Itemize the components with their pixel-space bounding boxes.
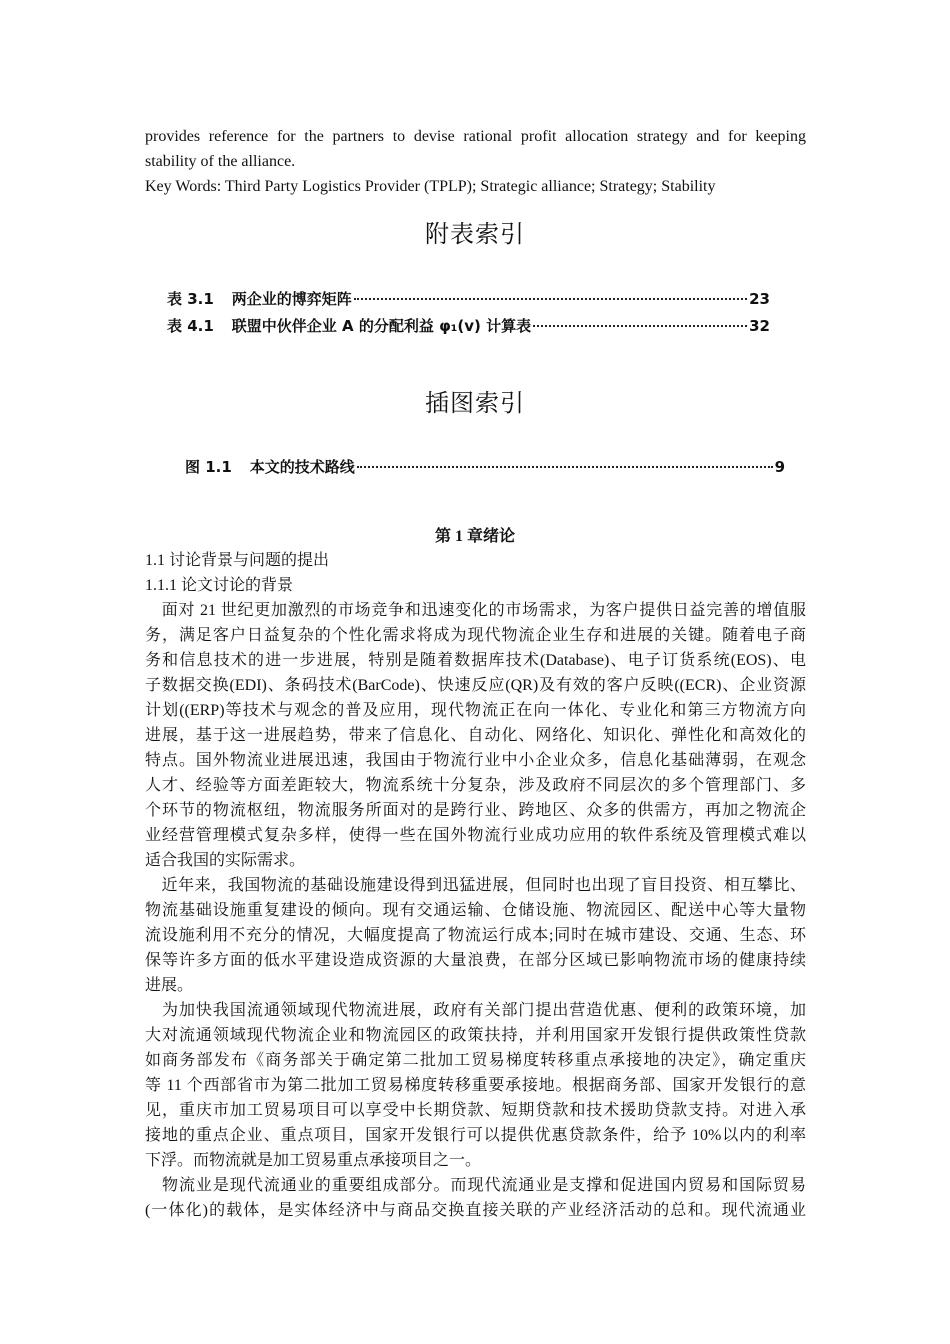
entry-label: 表 3.1 [167, 290, 214, 308]
paragraph-line: 业经营管理模式复杂多样，使得一些在国外物流行业成功应用的软件系统及管理模式难以 [145, 827, 806, 844]
entry-page: 9 [774, 458, 785, 476]
paragraph-line: 务和信息技术的进一步进展，特别是随着数据库技术(Database)、电子订货系统(EOS)、电 [145, 652, 806, 669]
paragraph-line: 进展。 [145, 977, 194, 994]
paragraph-line: 保等许多方面的低水平建设造成资源的大量浪费，在部分区域已影响物流市场的健康持续 [145, 952, 806, 969]
paragraph-line: 近年来，我国物流的基础设施建设得到迅猛进展，但同时也出现了盲目投资、相互攀比、 [145, 877, 806, 894]
paragraph-line: 适合我国的实际需求。 [145, 852, 306, 869]
entry-label: 图 1.1 [185, 458, 232, 476]
paragraph-line: 人才、经验等方面差距较大，物流系统十分复杂，涉及政府不同层次的多个管理部门、多 [145, 777, 806, 794]
table-index-entry [167, 315, 770, 336]
paragraph-line: 进展，基于这一进展趋势，带来了信息化、自动化、网络化、知识化、弹性化和高效化的 [145, 727, 806, 744]
abstract-line: provides reference for the partners to devise rational profit allocation strategy and for keeping [145, 128, 806, 145]
figure-index-entry [185, 456, 785, 477]
entry-title: 两企业的博弈矩阵 [231, 290, 352, 308]
paragraph-line: 下浮。而物流就是加工贸易重点承接项目之一。 [145, 1152, 482, 1169]
abstract-line: stability of the alliance. [145, 153, 296, 170]
figure-index-title: 插图索引 [425, 389, 525, 417]
paragraph-line: 流设施利用不充分的情况，大幅度提高了物流运行成本;同时在城市建设、交通、生态、环 [145, 927, 806, 944]
keywords: Key Words: Third Party Logistics Provider (TPLP); Strategic alliance; Strategy; Stability [145, 178, 716, 195]
entry-title: 联盟中伙伴企业 A 的分配利益 φ₁(v) 计算表 [231, 317, 532, 335]
paragraph-line: 物流基础设施重复建设的倾向。现有交通运输、仓储设施、物流园区、配送中心等大量物 [145, 902, 806, 919]
paragraph-line: 等 11 个西部省市为第二批加工贸易梯度转移重要承接地。根据商务部、国家开发银行的意 [145, 1077, 806, 1094]
paragraph-line: 接地的重点企业、重点项目，国家开发银行可以提供优惠贷款条件，给予 10%以内的利率 [145, 1127, 806, 1144]
section-heading: 1.1 讨论背景与问题的提出 [145, 552, 330, 569]
dot-leader [357, 466, 773, 468]
paragraph-line: 见，重庆市加工贸易项目可以享受中长期贷款、短期贷款和技术援助贷款支持。对进入承 [145, 1102, 806, 1119]
entry-title: 本文的技术路线 [249, 458, 355, 476]
paragraph-line: 特点。国外物流业进展迅速，我国由于物流行业中小企业众多，信息化基础薄弱，在观念 [145, 752, 806, 769]
entry-label: 表 4.1 [167, 317, 214, 335]
dot-leader [354, 298, 747, 300]
subsection-heading: 1.1.1 论文讨论的背景 [145, 577, 294, 594]
table-index-title: 附表索引 [425, 220, 525, 248]
paragraph-line: 务，满足客户日益复杂的个性化需求将成为现代物流企业生存和进展的关键。随着电子商 [145, 627, 806, 644]
paragraph-line: (一体化)的载体，是实体经济中与商品交换直接关联的产业经济活动的总和。现代流通业 [145, 1202, 806, 1219]
paragraph-line: 大对流通领域现代物流企业和物流园区的政策扶持，并利用国家开发银行提供政策性贷款 [145, 1027, 806, 1044]
paragraph-line: 计划((ERP)等技术与观念的普及应用，现代物流正在向一体化、专业化和第三方物流方向 [145, 702, 806, 719]
entry-page: 23 [749, 290, 770, 308]
chapter-title: 第 1 章绪论 [434, 528, 515, 545]
paragraph-line: 为加快我国流通领域现代物流进展，政府有关部门提出营造优惠、便利的政策环境，加 [145, 1002, 806, 1019]
dot-leader [533, 325, 747, 327]
paragraph-line: 面对 21 世纪更加激烈的市场竞争和迅速变化的市场需求，为客户提供日益完善的增值服 [145, 602, 806, 619]
paragraph-line: 子数据交换(EDI)、条码技术(BarCode)、快速反应(QR)及有效的客户反映((ECR)、企业资源 [145, 677, 806, 694]
paragraph-line: 如商务部发布《商务部关于确定第二批加工贸易梯度转移重点承接地的决定》，确定重庆 [145, 1052, 806, 1069]
paragraph-line: 个环节的物流枢纽，物流服务所面对的是跨行业、跨地区、众多的供需方，再加之物流企 [145, 802, 806, 819]
entry-page: 32 [749, 317, 770, 335]
paragraph-line: 物流业是现代流通业的重要组成部分。而现代流通业是支撑和促进国内贸易和国际贸易 [145, 1177, 806, 1194]
table-index-entry [167, 288, 770, 309]
